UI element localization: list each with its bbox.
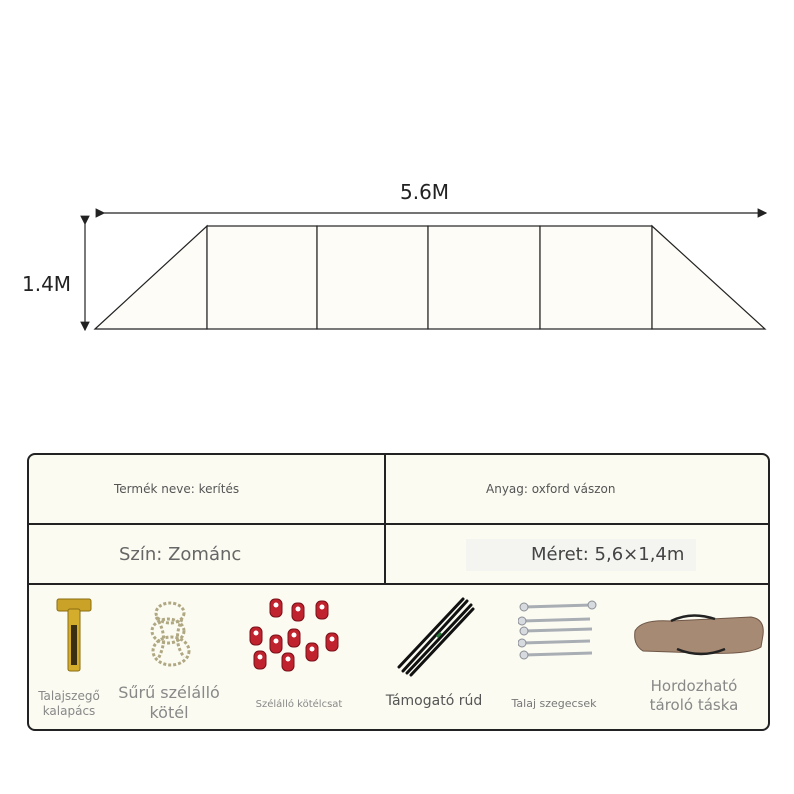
height-label: 1.4M [22,272,72,296]
size-cell [386,525,768,583]
item-label-line1: Támogató rúd [385,693,483,709]
spec-row [29,455,768,525]
color-cell [29,525,386,583]
width-label: 5.6M [400,180,450,204]
product-name-cell [29,455,386,523]
product-name-text: Termék neve: kerítés [114,482,240,496]
item-label-line2: tároló táska [649,695,739,714]
color-text: Szín: Zománc [119,543,242,565]
spec-row [29,525,768,585]
material-text: Anyag: oxford vászon [486,482,616,496]
material-cell [386,455,768,523]
accessory-item [29,585,109,731]
spec-table [27,453,770,731]
item-label-line2: kötél [149,703,189,722]
accessories-row [29,585,768,731]
fence-outline [95,226,765,329]
item-label-line1: Talaj szegecsek [511,697,597,710]
accessory-item [619,585,769,731]
accessory-item [494,585,614,731]
rope-buckle-icon [246,595,346,675]
ground-stake-icon [518,599,598,669]
item-label-line1: Szélálló kötélcsat [255,699,343,710]
accessory-item [114,585,224,731]
item-label-line1: Hordozható [650,677,738,695]
hammer-icon [51,595,101,677]
rope-icon [146,597,194,671]
accessory-item [234,585,364,731]
item-label-line2: kalapács [42,704,96,718]
support-pole-icon [393,595,477,679]
item-label-line1: Talajszegő [38,689,100,703]
carry-bag-icon [631,611,767,661]
size-text: Méret: 5,6×1,4m [531,543,685,565]
accessory-item [379,585,489,731]
item-label-line1: Sűrű szélálló [118,683,220,702]
